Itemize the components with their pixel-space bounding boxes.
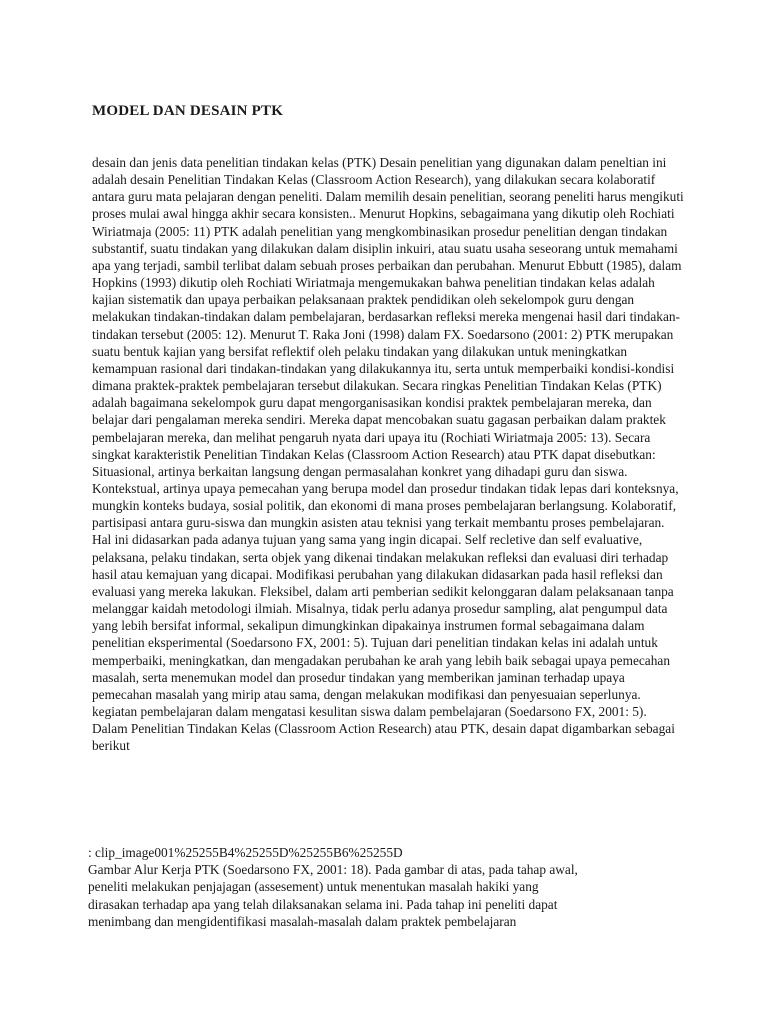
continuation-line-4: menimbang dan mengidentifikasi masalah-masalah dalam praktek pembelajaran bbox=[88, 913, 517, 929]
continuation-line-1: Gambar Alur Kerja PTK (Soedarsono FX, 2001: 18). Pada gambar di atas, pada tahap awal, bbox=[88, 862, 578, 878]
image-reference: : clip_image001%25255B4%25255D%25255B6%25255D bbox=[88, 845, 403, 860]
body-paragraph: desain dan jenis data penelitian tindakan kelas (PTK) Desain penelitian yang digunakan dalam peneltian ini adalah desain Penelitian Tindakan Kelas (Classroom Action Research), yang dilakukan secara kolaboratif antara guru mata pelajaran dengan peneliti. Dalam memilih desain penelitian, seorang peneliti harus mengikuti proses mulai awal hingga akhir secara konsisten.. Menurut Hopkins, sebagaimana yang dikutip oleh Rochiati Wiriatmaja (2005: 11) PTK adalah penelitian yang mengkombinasikan prosedur penelitian dengan tindakan substantif, suatu tindakan yang dilakukan dalam disiplin inkuiri, atau suatu usaha seseorang untuk memahami apa yang terjadi, sambil terlibat dalam sebuah proses perbaikan dan perubahan. Menurut Ebbutt (1985), dalam Hopkins (1993) dikutip oleh Rochiati Wiriatmaja mengemukakan bahwa penelitian tindakan kelas adalah kajian sistematik dan upaya perbaikan pelaksanaan praktek pendidikan oleh sekelompok guru dengan melakukan tindakan-tindakan dalam pembelajaran, berdasarkan refleksi mereka mengenai hasil dari tindakan-tindakan tersebut (2005: 12). Menurut T. Raka Joni (1998) dalam FX. Soedarsono (2001: 2) PTK merupakan suatu bentuk kajian yang bersifat reflektif oleh pelaku tindakan yang dilakukan untuk meningkatkan kemampuan rasional dari tindakan-tindakan yang dilakukannya itu, serta untuk memperbaiki kondisi-kondisi dimana praktek-praktek pembelajaran tersebut dilakukan. Secara ringkas Penelitian Tindakan Kelas (PTK) adalah bagaimana sekelompok guru dapat mengorganisasikan kondisi praktek pembelajaran mereka, dan belajar dari pengalaman mereka sendiri. Mereka dapat mencobakan suatu gagasan perbaikan dalam praktek pembelajaran mereka, dan melihat pengaruh nyata dari upaya itu (Rochiati Wiriatmaja 2005: 13). Secara singkat karakteristik Penelitian Tindakan Kelas (Classroom Action Research) atau PTK dapat disebutkan: Situasional, artinya berkaitan langsung dengan permasalahan konkret yang dihadapi guru dan siswa. Kontekstual, artinya upaya pemecahan yang berupa model dan prosedur tindakan tidak lepas dari konteksnya, mungkin konteks budaya, sosial politik, dan ekonomi di mana proses pembelajaran berlangsung. Kolaboratif, partisipasi antara guru-siswa dan mungkin asisten atau teknisi yang terkait membantu proses pembelajaran. Hal ini didasarkan pada adanya tujuan yang sama yang ingin dicapai. Self recletive dan self evaluative, pelaksana, pelaku tindakan, serta objek yang dikenai tindakan melakukan refleksi dan evaluasi diri terhadap hasil atau kemajuan yang dicapai. Modifikasi perubahan yang dilakukan didasarkan pada hasil refleksi dan evaluasi yang mereka lakukan. Fleksibel, dalam arti pemberian sedikit kelonggaran dalam pelaksanaan tanpa melanggar kaidah metodologi ilmiah. Misalnya, tidak perlu adanya prosedur sampling, alat pengumpul data yang lebih bersifat informal, sekalipun dimungkinkan dipakainya instrumen formal sebagaimana dalam penelitian eksperimental (Soedarsono FX, 2001: 5). Tujuan dari penelitian tindakan kelas ini adalah untuk memperbaiki, meningkatkan, dan mengadakan perubahan ke arah yang lebih baik sebagai upaya pemecahan masalah, serta menemukan model dan prosedur tindakan yang memberikan jaminan terhadap upaya pemecahan masalah yang mirip atau sama, dengan melakukan modifikasi dan penyesuaian seperlunya. kegiatan pembelajaran dalam mengatasi kesulitan siswa dalam pembelajaran (Soedarsono FX, 2001: 5). Dalam Penelitian Tindakan Kelas (Classroom Action Research) atau PTK, desain dapat digambarkan sebagai berikut bbox=[92, 155, 684, 754]
continuation-line-3: dirasakan terhadap apa yang telah dilaksanakan selama ini. Pada tahap ini peneliti dapat bbox=[88, 896, 558, 912]
figure-caption-block bbox=[88, 844, 684, 930]
document-title: MODEL DAN DESAIN PTK bbox=[92, 103, 284, 119]
continuation-line-2: peneliti melakukan penjajagan (assesement) untuk menentukan masalah hakiki yang bbox=[88, 879, 539, 895]
